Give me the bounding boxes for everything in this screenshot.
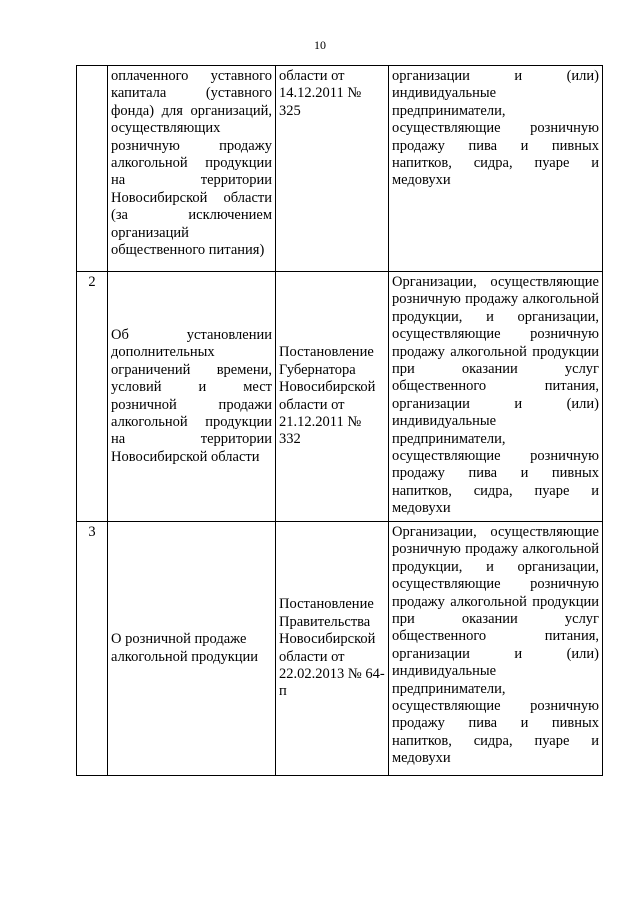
act-reference-cell: Постановление Правительства Новосибирской области от 22.02.2013 № 64-п bbox=[276, 522, 389, 776]
row-number-cell bbox=[77, 66, 108, 272]
table-row bbox=[77, 522, 603, 776]
act-title-cell: О розничной продаже алкогольной продукции bbox=[108, 522, 276, 776]
legal-acts-table bbox=[76, 65, 603, 776]
row-number-cell: 2 bbox=[77, 272, 108, 522]
act-reference-cell: Постановление Губернатора Новосибирской области от 21.12.2011 № 332 bbox=[276, 272, 389, 522]
act-reference-cell: области от 14.12.2011 № 325 bbox=[276, 66, 389, 272]
table-row bbox=[77, 66, 603, 272]
regulated-subjects-cell: Организации, осуществляющие розничную продажу алкогольной продукции, и организации, осуществляющие розничную продажу алкогольной продукции при оказании услуг общественного питания, организации и (или) индивидуальные предприниматели, осуществляющие розничную продажу пива и пивных напитков, сидра, пуаре и медовухи bbox=[389, 522, 603, 776]
regulated-subjects-cell: Организации, осуществляющие розничную продажу алкогольной продукции, и организации, осуществляющие розничную продажу алкогольной продукции при оказании услуг общественного питания, организации и (или) индивидуальные предприниматели, осуществляющие розничную продажу пива и пивных напитков, сидра, пуаре и медовухи bbox=[389, 272, 603, 522]
table-row bbox=[77, 272, 603, 522]
act-title-cell: оплаченного уставного капитала (уставного фонда) для организаций, осуществляющих розничную продажу алкогольной продукции на территории Новосибирской области (за исключением организаций общественного питания) bbox=[108, 66, 276, 272]
regulated-subjects-cell: организации и (или) индивидуальные предприниматели, осуществляющие розничную продажу пива и пивных напитков, сидра, пуаре и медовухи bbox=[389, 66, 603, 272]
row-number-cell: 3 bbox=[77, 522, 108, 776]
page-number: 10 bbox=[314, 38, 326, 52]
act-title-cell: Об установлении дополнительных ограничений времени, условий и мест розничной продажи алкогольной продукции на территории Новосибирской области bbox=[108, 272, 276, 522]
